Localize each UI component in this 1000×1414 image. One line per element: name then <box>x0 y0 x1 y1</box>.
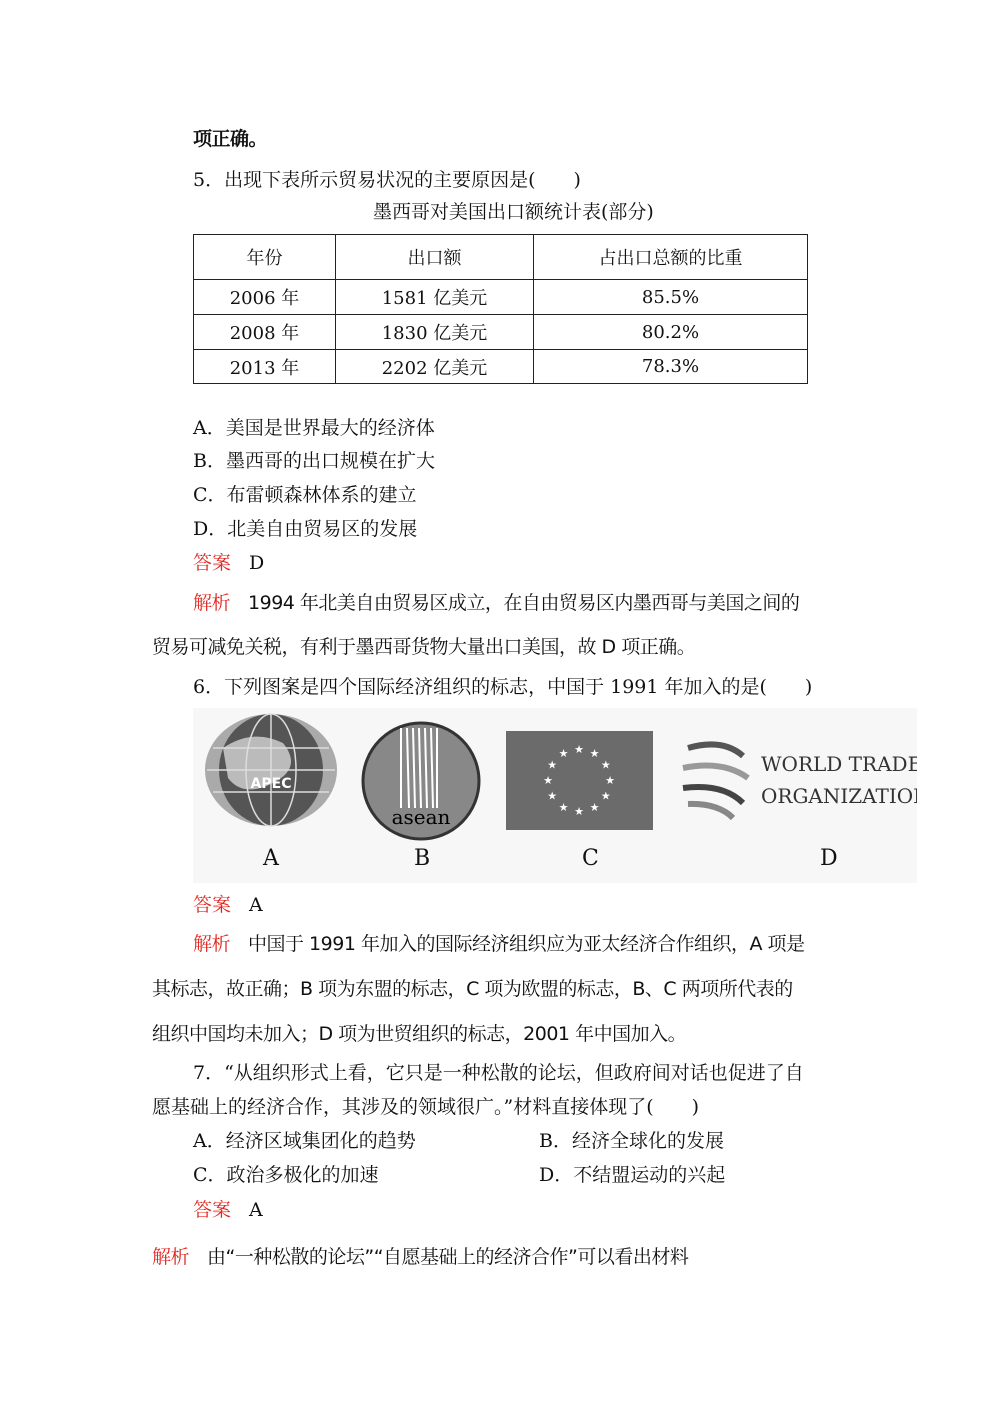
org-logos-figure <box>193 708 917 883</box>
analysis-label: 解析 <box>152 1246 190 1268</box>
star-icon: ★ <box>574 743 584 756</box>
cell: 80.2% <box>534 315 808 350</box>
q5-answer <box>193 551 264 575</box>
cell: 2008 年 <box>194 315 336 350</box>
answer-value: D <box>249 552 265 574</box>
logo-label-b: B <box>414 846 431 871</box>
star-icon: ★ <box>605 774 615 787</box>
q7-option-b: B．经济全球化的发展 <box>539 1130 724 1152</box>
q6-analysis-line1 <box>193 932 805 956</box>
q5-option-d: D．北美自由贸易区的发展 <box>193 518 418 540</box>
q5-analysis-line1 <box>193 591 799 615</box>
export-table <box>193 234 808 384</box>
analysis-text: 中国于 1991 年加入的国际经济组织应为亚太经济合作组织，A 项是 <box>248 933 805 955</box>
star-icon: ★ <box>600 758 611 772</box>
header-share: 占出口总额的比重 <box>534 235 808 280</box>
q5-analysis-line2: 贸易可减免关税，有利于墨西哥货物大量出口美国，故 D 项正确。 <box>152 636 696 658</box>
cell: 2013 年 <box>194 350 336 384</box>
table-row <box>194 280 808 315</box>
q5-option-b: B．墨西哥的出口规模在扩大 <box>193 450 435 472</box>
cell: 78.3% <box>534 350 808 384</box>
analysis-text: 1994 年北美自由贸易区成立，在自由贸易区内墨西哥与美国之间的 <box>248 592 800 614</box>
logo-label-a: A <box>263 846 279 871</box>
analysis-label: 解析 <box>193 592 231 614</box>
q6-analysis-line2: 其标志，故正确；B 项为东盟的标志，C 项为欧盟的标志，B、C 两项所代表的 <box>152 978 793 1000</box>
q7-answer <box>193 1198 263 1222</box>
answer-label: 答案 <box>193 1199 232 1221</box>
q5-option-c: C．布雷顿森林体系的建立 <box>193 484 417 506</box>
answer-label: 答案 <box>193 894 232 916</box>
logo-label-d: D <box>820 846 838 871</box>
prev-answer-tail: 项正确。 <box>193 128 268 150</box>
q7-question-line1: 7．“从组织形式上看，它只是一种松散的论坛，但政府间对话也促进了自 <box>193 1062 804 1084</box>
star-icon: ★ <box>589 800 600 814</box>
star-icon: ★ <box>547 789 558 803</box>
cell: 2202 亿美元 <box>336 350 534 384</box>
header-year: 年份 <box>194 235 336 280</box>
svg-text:APEC: APEC <box>250 776 292 792</box>
q6-answer <box>193 893 263 917</box>
header-export: 出口额 <box>336 235 534 280</box>
q5-question: 5．出现下表所示贸易状况的主要原因是( ) <box>193 169 581 191</box>
logo-label-c: C <box>582 846 599 871</box>
q7-analysis <box>152 1245 688 1269</box>
star-icon: ★ <box>600 789 611 803</box>
analysis-text: 由“一种松散的论坛”“自愿基础上的经济合作”可以看出材料 <box>207 1246 689 1268</box>
apec-logo <box>205 714 337 826</box>
table-row <box>194 315 808 350</box>
table-row <box>194 350 808 384</box>
wto-logo <box>683 744 917 818</box>
asean-logo <box>363 723 479 839</box>
answer-label: 答案 <box>193 552 232 574</box>
table-title: 墨西哥对美国出口额统计表(部分) <box>373 201 654 223</box>
table-header-row <box>194 235 808 280</box>
cell: 2006 年 <box>194 280 336 315</box>
star-icon: ★ <box>589 747 600 761</box>
q7-option-c: C．政治多极化的加速 <box>193 1164 379 1186</box>
svg-text:ORGANIZATION: ORGANIZATION <box>761 784 917 808</box>
q7-option-a: A．经济区域集团化的趋势 <box>193 1130 416 1152</box>
q6-question: 6．下列图案是四个国际经济组织的标志，中国于 1991 年加入的是( ) <box>193 676 813 698</box>
cell: 1830 亿美元 <box>336 315 534 350</box>
star-icon: ★ <box>543 774 553 787</box>
eu-flag-logo <box>506 731 653 830</box>
analysis-label: 解析 <box>193 933 231 955</box>
cell: 85.5% <box>534 280 808 315</box>
svg-text:asean: asean <box>391 805 451 829</box>
answer-value: A <box>249 894 263 916</box>
star-icon: ★ <box>558 747 569 761</box>
star-icon: ★ <box>558 800 569 814</box>
q7-option-d: D．不结盟运动的兴起 <box>539 1164 726 1186</box>
q7-question-line2: 愿基础上的经济合作，其涉及的领域很广。”材料直接体现了( ) <box>152 1096 700 1118</box>
q6-analysis-line3: 组织中国均未加入；D 项为世贸组织的标志，2001 年中国加入。 <box>152 1023 687 1045</box>
answer-value: A <box>249 1199 263 1221</box>
q5-option-a: A．美国是世界最大的经济体 <box>193 417 435 439</box>
star-icon: ★ <box>574 805 584 818</box>
logos-svg <box>193 708 917 883</box>
svg-text:WORLD TRADE: WORLD TRADE <box>761 752 917 776</box>
star-icon: ★ <box>547 758 558 772</box>
cell: 1581 亿美元 <box>336 280 534 315</box>
